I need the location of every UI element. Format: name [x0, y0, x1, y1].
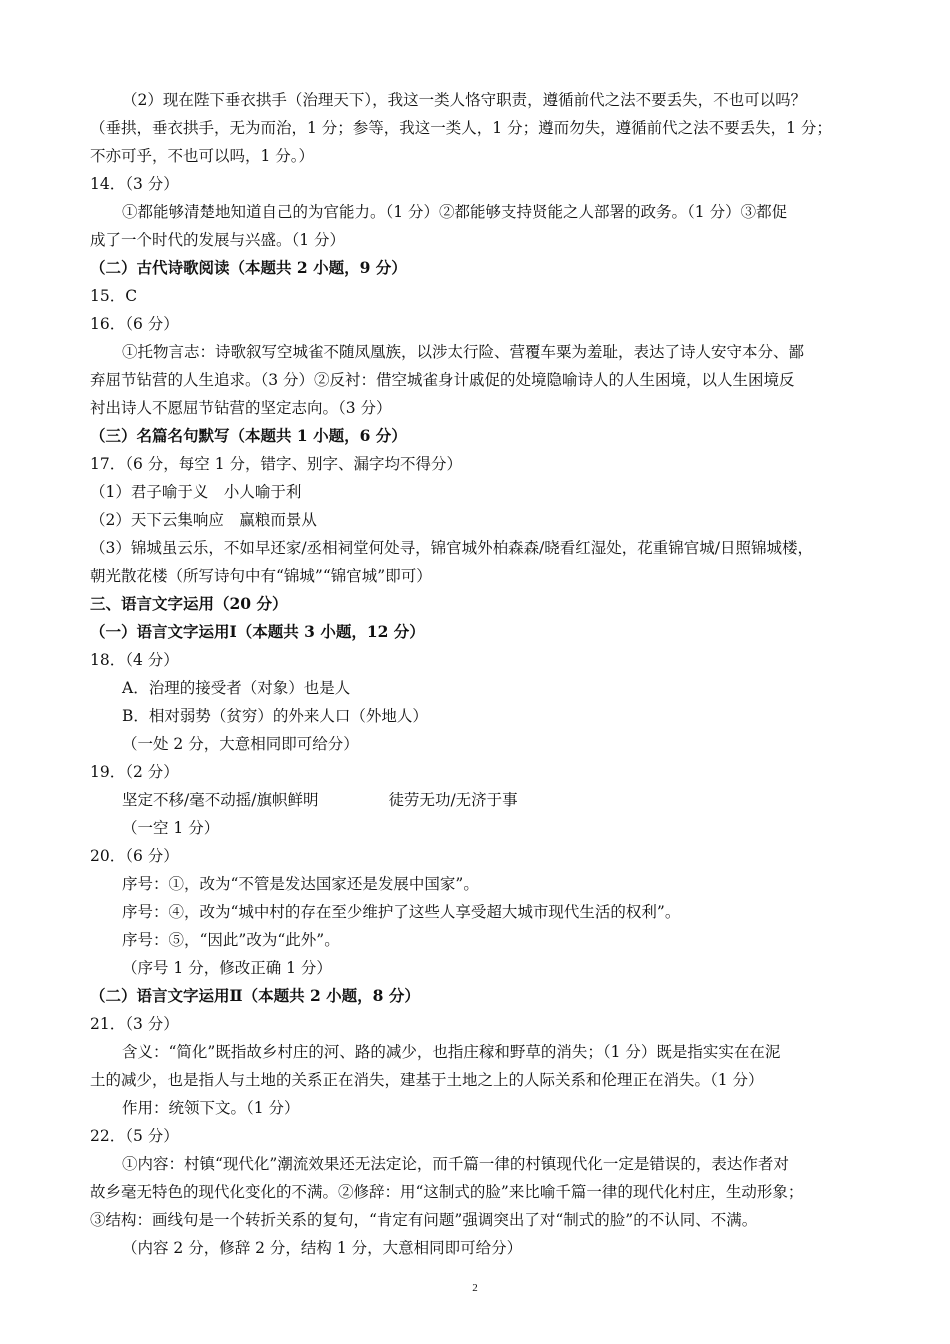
text-line: 序号：⑤，“因此”改为“此外”。 — [122, 931, 340, 949]
text-line: 故乡毫无特色的现代化变化的不满。②修辞：用“这制式的脸”来比喻千篇一律的现代化村庄，生动形象； — [90, 1183, 804, 1201]
text-line: 朝光散花楼（所写诗句中有“锦城”“锦官城”即可） — [90, 567, 432, 585]
text-line: ①托物言志：诗歌叙写空城雀不随凤凰族，以涉太行险、营覆车粟为羞耻，表达了诗人安守本分、鄙 — [122, 343, 805, 361]
text-line: A．治理的接受者（对象）也是人 — [122, 679, 351, 697]
text-line: （一空 1 分） — [122, 819, 220, 837]
text-line — [122, 790, 892, 810]
question-number: 21．（3 分） — [90, 1015, 179, 1033]
text-line: 含义：“简化”既指故乡村庄的河、路的减少，也指庄稼和野草的消失；（1 分）既是指实实在在泥 — [122, 1043, 781, 1061]
text-line: （一处 2 分，大意相同即可给分） — [122, 735, 359, 753]
text-line: 土的减少，也是指人与土地的关系正在消失，建基于土地之上的人际关系和伦理正在消失。（1 分） — [90, 1071, 764, 1089]
section-heading: （二）古代诗歌阅读（本题共 2 小题，9 分） — [90, 258, 407, 277]
question-number: 16．（6 分） — [90, 315, 179, 333]
section-heading: （二）语言文字运用Ⅱ（本题共 2 小题，8 分） — [90, 986, 420, 1005]
question-number: 14．（3 分） — [90, 175, 179, 193]
text-line: 不亦可乎，不也可以吗，1 分。） — [90, 147, 315, 165]
section-heading: 三、语言文字运用（20 分） — [90, 594, 288, 613]
text-line: ③结构：画线句是一个转折关系的复句，“肯定有问题”强调突出了对“制式的脸”的不认同、不满。 — [90, 1211, 758, 1229]
text-line: （1）君子喻于义 小人喻于利 — [90, 483, 302, 501]
text-line: B．相对弱势（贫穷）的外来人口（外地人） — [122, 707, 428, 725]
text-line: ①内容：村镇“现代化”潮流效果还无法定论，而千篇一律的村镇现代化一定是错误的，表达作者对 — [122, 1155, 789, 1173]
question-number: 20．（6 分） — [90, 847, 179, 865]
question-number: 19．（2 分） — [90, 763, 179, 781]
text-line: （垂拱，垂衣拱手，无为而治，1 分；参等，我这一类人，1 分；遵而勿失，遵循前代之法不要丢失，1 分； — [90, 119, 832, 137]
text-line: 序号：④，改为“城中村的存在至少维护了这些人享受超大城市现代生活的权利”。 — [122, 903, 681, 921]
text-line: 作用：统领下文。（1 分） — [122, 1099, 300, 1117]
section-heading: （三）名篇名句默写（本题共 1 小题，6 分） — [90, 426, 407, 445]
text-line: （序号 1 分，修改正确 1 分） — [122, 959, 332, 977]
answer-option-2: 徒劳无功/无济于事 — [388, 791, 518, 809]
question-number: 18．（4 分） — [90, 651, 179, 669]
text-line: 序号：①，改为“不管是发达国家还是发展中国家”。 — [122, 875, 479, 893]
text-line: （2）天下云集响应 赢粮而景从 — [90, 511, 317, 529]
question-number: 22．（5 分） — [90, 1127, 179, 1145]
question-number: 15．C — [90, 287, 138, 305]
section-heading: （一）语言文字运用Ⅰ（本题共 3 小题，12 分） — [90, 622, 425, 641]
question-number: 17．（6 分，每空 1 分，错字、别字、漏字均不得分） — [90, 455, 462, 473]
text-line: （3）锦城虽云乐，不如早还家/丞相祠堂何处寻，锦官城外柏森森/晓看红湿处，花重锦官城/日照锦城楼， — [90, 539, 814, 557]
page-number: 2 — [472, 1282, 478, 1294]
text-line: （内容 2 分，修辞 2 分，结构 1 分，大意相同即可给分） — [122, 1239, 523, 1257]
text-line: 成了一个时代的发展与兴盛。（1 分） — [90, 231, 346, 249]
text-line: （2）现在陛下垂衣拱手（治理天下），我这一类人恪守职责，遵循前代之法不要丢失，不也可以吗？ — [122, 91, 807, 109]
answer-option-1: 坚定不移/毫不动摇/旗帜鲜明 — [122, 791, 319, 809]
text-line: ①都能够清楚地知道自己的为官能力。（1 分）②都能够支持贤能之人部署的政务。（1 分）③都促 — [122, 203, 788, 221]
text-line: 弃屈节钻营的人生追求。（3 分）②反衬：借空城雀身计戚促的处境隐喻诗人的人生困境，以人生困境反 — [90, 371, 795, 389]
text-line: 衬出诗人不愿屈节钻营的坚定志向。（3 分） — [90, 399, 392, 417]
